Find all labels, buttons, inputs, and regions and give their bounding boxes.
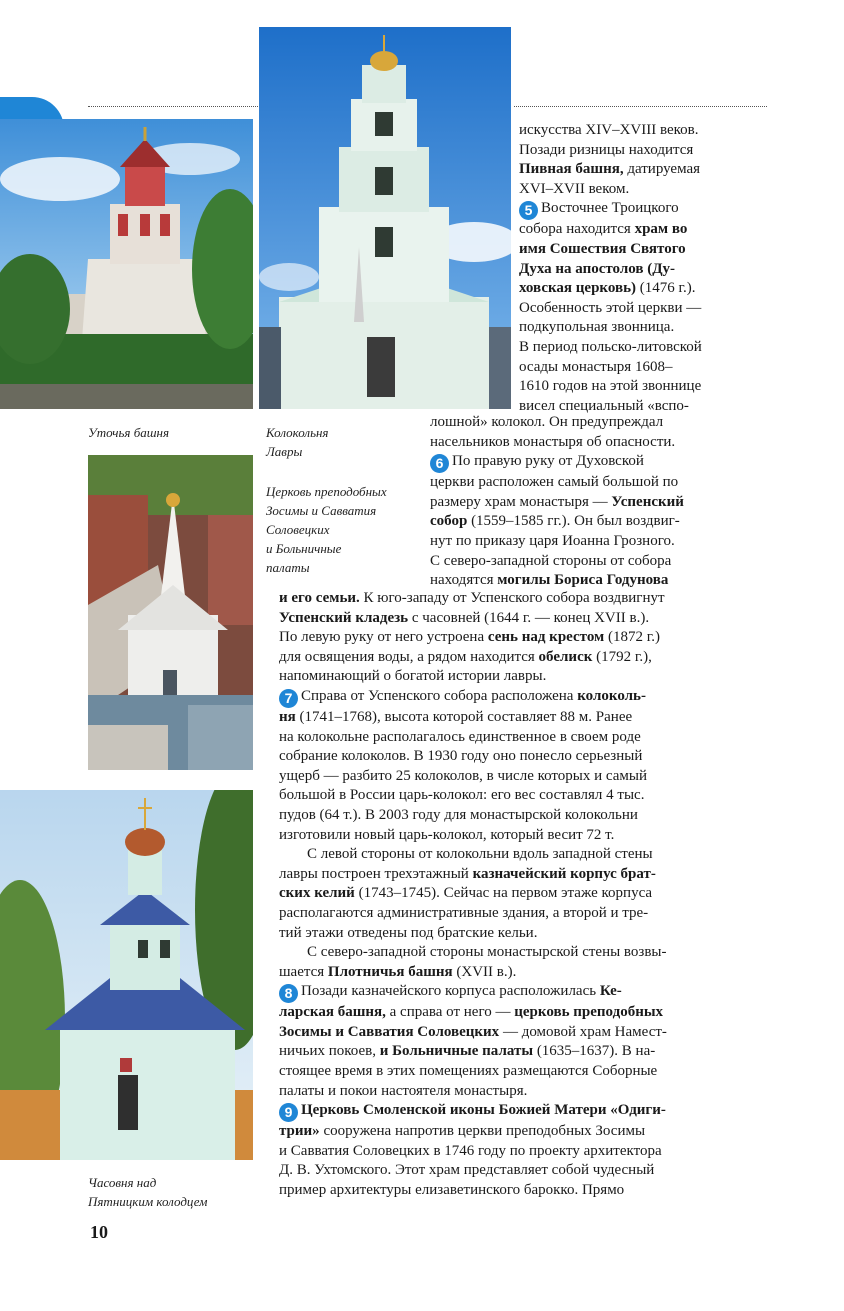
caption-chasovnya-line: Часовня над: [88, 1175, 157, 1190]
bold-term: казначейский корпус брат-: [472, 865, 656, 882]
text-run: большой в России царь-колокол: его вес составлял 4 тыс.: [279, 787, 645, 804]
text-run: лавры построен трехэтажный: [279, 865, 473, 882]
bold-term: ларская башня,: [279, 1004, 386, 1021]
text-run: находятся: [430, 572, 498, 589]
text-run: сооружена напротив церкви преподобных Зосимы: [319, 1123, 646, 1140]
caption-church-line: Зосимы и Савватия: [266, 503, 377, 518]
caption-kolokolnya-line: Колокольня: [266, 425, 329, 440]
bold-term: ских келий: [279, 885, 355, 902]
text-run: (1872 г.): [604, 629, 660, 646]
text-line: [279, 1042, 769, 1062]
text-line: [279, 708, 769, 728]
bold-term: Плотничья башня: [327, 963, 453, 980]
text-run: Д. В. Ухтомского. Этот храм представляет собой чудесный: [279, 1162, 655, 1179]
text-run: XVI–XVII веком.: [519, 180, 630, 197]
bold-term: Зосимы и Савватия Соловецких: [279, 1023, 500, 1040]
text-line: [519, 240, 769, 260]
text-run: (1741–1768), высота которой составляет 88 м. Ранее: [295, 708, 633, 725]
text-run: (1743–1745). Сейчас на первом этаже корпуса: [354, 885, 653, 902]
text-line: [279, 786, 769, 806]
section-number-badge: 6: [430, 454, 449, 473]
text-run: с часовней (1644 г. — конец XVII в.).: [408, 609, 650, 626]
bold-term: Ке-: [599, 983, 622, 1000]
text-run: С северо-западной стороны от собора: [430, 552, 672, 569]
bold-term: Успенский: [611, 493, 684, 510]
text-line: [430, 512, 775, 532]
text-column-main: [279, 589, 769, 1201]
text-run: собора находится: [519, 221, 635, 238]
header-rule-right: [514, 106, 767, 107]
text-line: [279, 1101, 769, 1122]
text-run: изготовили новый царь-колокол, который весит 72 т.: [279, 826, 615, 843]
text-line: [519, 199, 769, 220]
text-line: [519, 260, 769, 280]
text-line: [430, 473, 775, 493]
text-line: [279, 904, 769, 924]
text-run: Справа от Успенского собора расположена: [301, 687, 578, 704]
text-line: [279, 943, 769, 963]
bold-term: Пивная башня,: [519, 161, 624, 178]
text-line: [279, 1003, 769, 1023]
text-run: В период польско-литовской: [519, 338, 702, 355]
text-line: [279, 845, 769, 865]
caption-church-line: Соловецких: [266, 522, 330, 537]
text-line: [519, 279, 769, 299]
text-run: лошной» колокол. Он предупреждал: [430, 414, 664, 430]
bold-term: имя Сошествия Святого: [519, 240, 686, 257]
text-line: [279, 1161, 769, 1181]
text-line: [519, 318, 769, 338]
bold-term: Духа на апостолов (Ду-: [519, 260, 676, 277]
church-photo: [88, 455, 253, 770]
text-line: [279, 826, 769, 846]
text-run: тий этажи отведены под братские кельи.: [279, 924, 538, 941]
text-line: [430, 433, 775, 453]
text-line: [279, 728, 769, 748]
header-rule-left: [88, 106, 258, 107]
text-run: пудов (64 т.). В 2003 году для монастырской колокольни: [279, 806, 638, 823]
text-run: По левую руку от него устроена: [279, 629, 488, 646]
text-run: С северо-западной стороны монастырской стены возвы-: [307, 944, 667, 961]
text-run: шается: [279, 963, 328, 980]
text-line: [279, 924, 769, 944]
section-number-badge: 5: [519, 201, 538, 220]
text-run: нут по приказу царя Иоанна Грозного.: [430, 532, 675, 549]
text-line: [279, 609, 769, 629]
text-run: ничьих покоев,: [279, 1043, 380, 1060]
text-run: размеру храм монастыря —: [430, 493, 612, 510]
page-number: 10: [90, 1222, 108, 1242]
text-line: [430, 571, 775, 591]
caption-kolokolnya: [266, 423, 328, 461]
text-line: [430, 552, 775, 572]
text-line: [519, 180, 769, 200]
text-run: Позади ризницы находится: [519, 141, 694, 158]
text-line: [519, 358, 769, 378]
text-line: [279, 1142, 769, 1162]
text-line: [279, 1181, 769, 1201]
text-column-narrow: [519, 121, 769, 416]
text-line: [279, 1122, 769, 1142]
text-line: [279, 1082, 769, 1102]
text-line: [519, 160, 769, 180]
text-line: [279, 747, 769, 767]
text-run: К юго-западу от Успенского собора воздвигнут: [359, 590, 665, 606]
text-run: осады монастыря 1608–: [519, 358, 673, 375]
caption-chasovnya-line: Пятницким колодцем: [88, 1194, 208, 1209]
text-run: (1635–1637). В на-: [533, 1043, 656, 1060]
text-line: [279, 687, 769, 708]
text-run: стоящее время в этих помещениях размещаются Соборные: [279, 1063, 658, 1080]
text-line: [279, 589, 769, 609]
text-run: (XVII в.).: [452, 963, 517, 980]
text-run: для освящения воды, а рядом находится: [279, 648, 539, 665]
text-run: искусства XIV–XVIII веков.: [519, 122, 699, 138]
utochya-tower-photo: [0, 119, 253, 409]
caption-church-line: Церковь преподобных: [266, 484, 387, 499]
text-column-middle: [430, 413, 775, 591]
text-run: Особенность этой церкви —: [519, 299, 702, 316]
text-line: [279, 982, 769, 1003]
text-run: (1792 г.),: [592, 648, 652, 665]
text-line: [279, 1023, 769, 1043]
section-number-badge: 8: [279, 984, 298, 1003]
section-number-badge: 9: [279, 1103, 298, 1122]
text-run: — домовой храм Намест-: [499, 1023, 667, 1040]
belltower-photo: [259, 27, 511, 409]
text-line: [519, 299, 769, 319]
text-run: подкупольная звонница.: [519, 319, 675, 336]
text-line: [279, 963, 769, 983]
caption-chasovnya: [88, 1173, 207, 1211]
text-run: располагаются административные здания, а второй и тре-: [279, 904, 649, 921]
bold-term: ня: [279, 708, 296, 725]
text-line: [279, 1062, 769, 1082]
text-line: [279, 884, 769, 904]
text-line: [519, 338, 769, 358]
text-line: [279, 806, 769, 826]
text-run: и Савватия Соловецких в 1746 году по проекту архитектора: [279, 1142, 662, 1159]
bold-term: трии»: [279, 1123, 320, 1140]
bold-term: обелиск: [538, 648, 593, 665]
chapel-photo: [0, 790, 253, 1160]
text-run: ущерб — разбито 25 колоколов, в числе которых и самый: [279, 767, 647, 784]
text-line: [279, 767, 769, 787]
text-line: [279, 865, 769, 885]
text-run: (1476 г.).: [636, 280, 696, 297]
bold-term: сень над крестом: [487, 629, 605, 646]
text-run: По правую руку от Духовской: [452, 453, 644, 470]
bold-term: ховская церковь): [519, 280, 637, 297]
bold-term: церковь преподобных: [514, 1004, 664, 1021]
text-run: собрание колоколов. В 1930 году оно понесло серьезный: [279, 748, 643, 765]
text-line: [279, 667, 769, 687]
text-run: (1559–1585 гг.). Он был воздвиг-: [467, 513, 680, 530]
text-run: насельников монастыря об опасности.: [430, 433, 676, 450]
bold-term: колоколь-: [577, 687, 646, 704]
text-run: 1610 годов на этой звоннице: [519, 378, 702, 395]
bold-term: Успенский кладезь: [279, 609, 409, 626]
bold-term: Церковь Смоленской иконы Божией Матери «Одиги-: [301, 1102, 666, 1119]
text-line: [279, 648, 769, 668]
text-run: Позади казначейского корпуса расположилась: [301, 983, 600, 1000]
text-line: [279, 628, 769, 648]
text-line: [519, 121, 769, 141]
text-run: висел специальный «вспо-: [519, 397, 689, 414]
text-line: [519, 220, 769, 240]
text-run: церкви расположен самый большой по: [430, 474, 679, 491]
text-line: [430, 413, 775, 433]
text-line: [430, 493, 775, 513]
text-line: [430, 532, 775, 552]
bold-term: и его семьи.: [279, 590, 360, 606]
caption-church-line: и Больничные: [266, 541, 342, 556]
text-line: [519, 377, 769, 397]
section-number-badge: 7: [279, 689, 298, 708]
text-line: [519, 141, 769, 161]
text-run: а справа от него —: [385, 1004, 515, 1021]
bold-term: храм во: [634, 221, 688, 238]
bold-term: могилы Бориса Годунова: [497, 572, 669, 589]
text-run: пример архитектуры елизаветинского барокко. Прямо: [279, 1182, 625, 1199]
text-run: Восточнее Троицкого: [541, 200, 679, 217]
bold-term: и Больничные палаты: [379, 1043, 534, 1060]
text-line: [430, 452, 775, 473]
bold-term: собор: [430, 513, 468, 530]
caption-church: [266, 482, 387, 577]
caption-utochya: Уточья башня: [88, 425, 170, 440]
text-run: датируемая: [623, 161, 701, 178]
text-run: палаты и покои настоятеля монастыря.: [279, 1082, 528, 1099]
text-run: на колокольне располагалось единственное в своем роде: [279, 728, 641, 745]
text-run: напоминающий о богатой истории лавры.: [279, 668, 547, 685]
caption-kolokolnya-line: Лавры: [266, 444, 303, 459]
text-run: С левой стороны от колокольни вдоль западной стены: [307, 846, 653, 863]
caption-church-line: палаты: [266, 560, 310, 575]
